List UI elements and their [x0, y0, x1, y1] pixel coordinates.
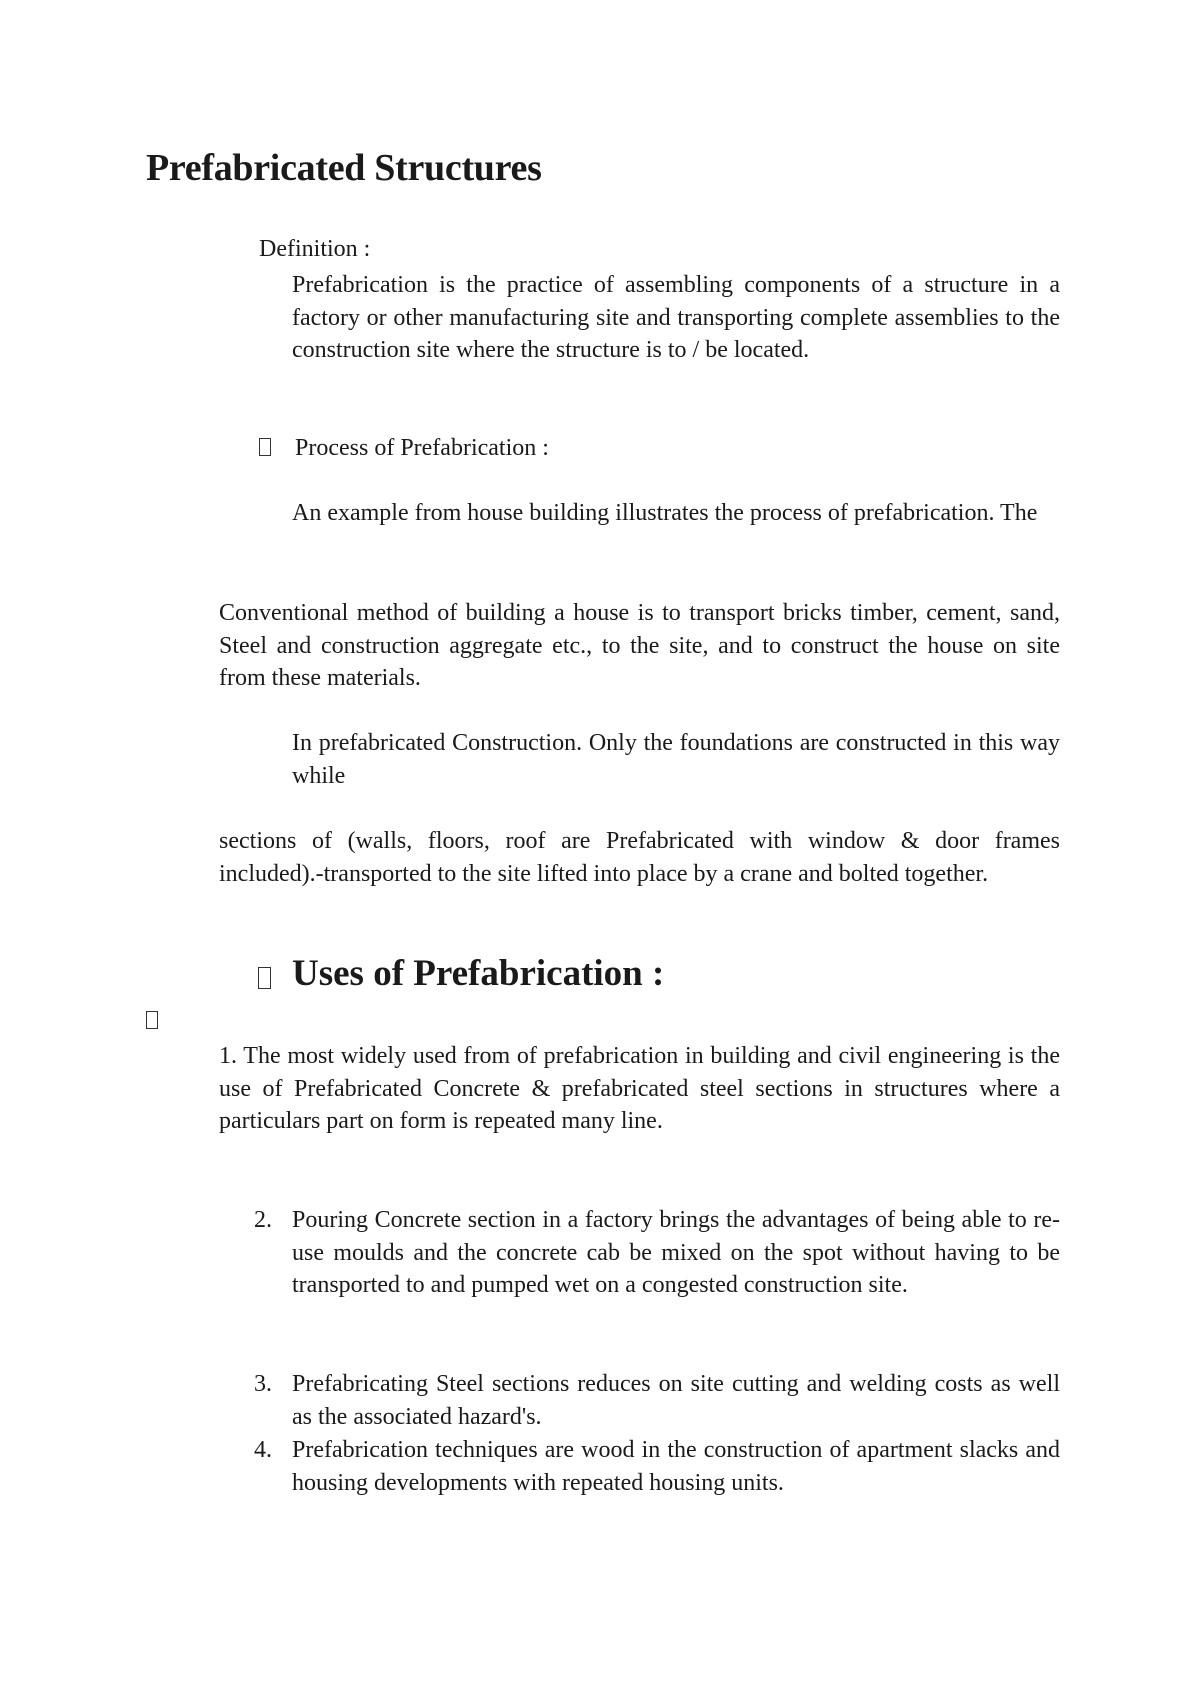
document-title: Prefabricated Structures — [146, 147, 542, 189]
uses-item-1: 1. The most widely used from of prefabrication in building and civil engineering is the use of Prefabricated Concrete & prefabricated steel sections in structures where a particulars part on form is repeated many line. — [219, 1043, 1060, 1135]
uses-heading: Uses of Prefabrication : — [292, 953, 665, 994]
list-item-text: Prefabrication techniques are wood in the construction of apartment slacks and housing developments with repeated housing units. — [292, 1437, 1060, 1496]
process-example-text: An example from house building illustrates the process of prefabrication. The — [292, 500, 1038, 526]
uses-item-4 — [254, 1434, 1060, 1499]
missing-glyph-bullet-icon — [258, 967, 271, 989]
process-label: Process of Prefabrication : — [295, 435, 549, 461]
missing-glyph-bullet-icon — [259, 438, 271, 456]
list-number: 3. — [254, 1371, 272, 1397]
list-number: 2. — [254, 1207, 272, 1233]
uses-item-3 — [254, 1368, 1060, 1433]
list-item-text: Prefabricating Steel sections reduces on site cutting and welding costs as well as the associated hazard's. — [292, 1371, 1060, 1430]
prefabricated-construction-text: In prefabricated Construction. Only the foundations are constructed in this way while — [292, 730, 1060, 789]
missing-glyph-bullet-icon — [146, 1011, 158, 1029]
uses-item-2 — [254, 1204, 1060, 1302]
list-item-text: Pouring Concrete section in a factory brings the advantages of being able to re-use moulds and the concrete cab be mixed on the spot without having to be transported to and pumped wet on a congested construction site. — [292, 1207, 1060, 1299]
sections-text: sections of (walls, floors, roof are Prefabricated with window & door frames included).-transported to the site lifted into place by a crane and bolted together. — [219, 828, 1060, 887]
conventional-method-text: Conventional method of building a house is to transport bricks timber, cement, sand, Steel and construction aggregate etc., to the site, and to construct the house on site from these materials. — [219, 600, 1060, 692]
list-number: 4. — [254, 1437, 272, 1463]
definition-label: Definition : — [259, 236, 371, 262]
definition-text: Prefabrication is the practice of assembling components of a structure in a factory or other manufacturing site and transporting complete assemblies to the construction site where the structure is to / be located. — [292, 272, 1060, 364]
